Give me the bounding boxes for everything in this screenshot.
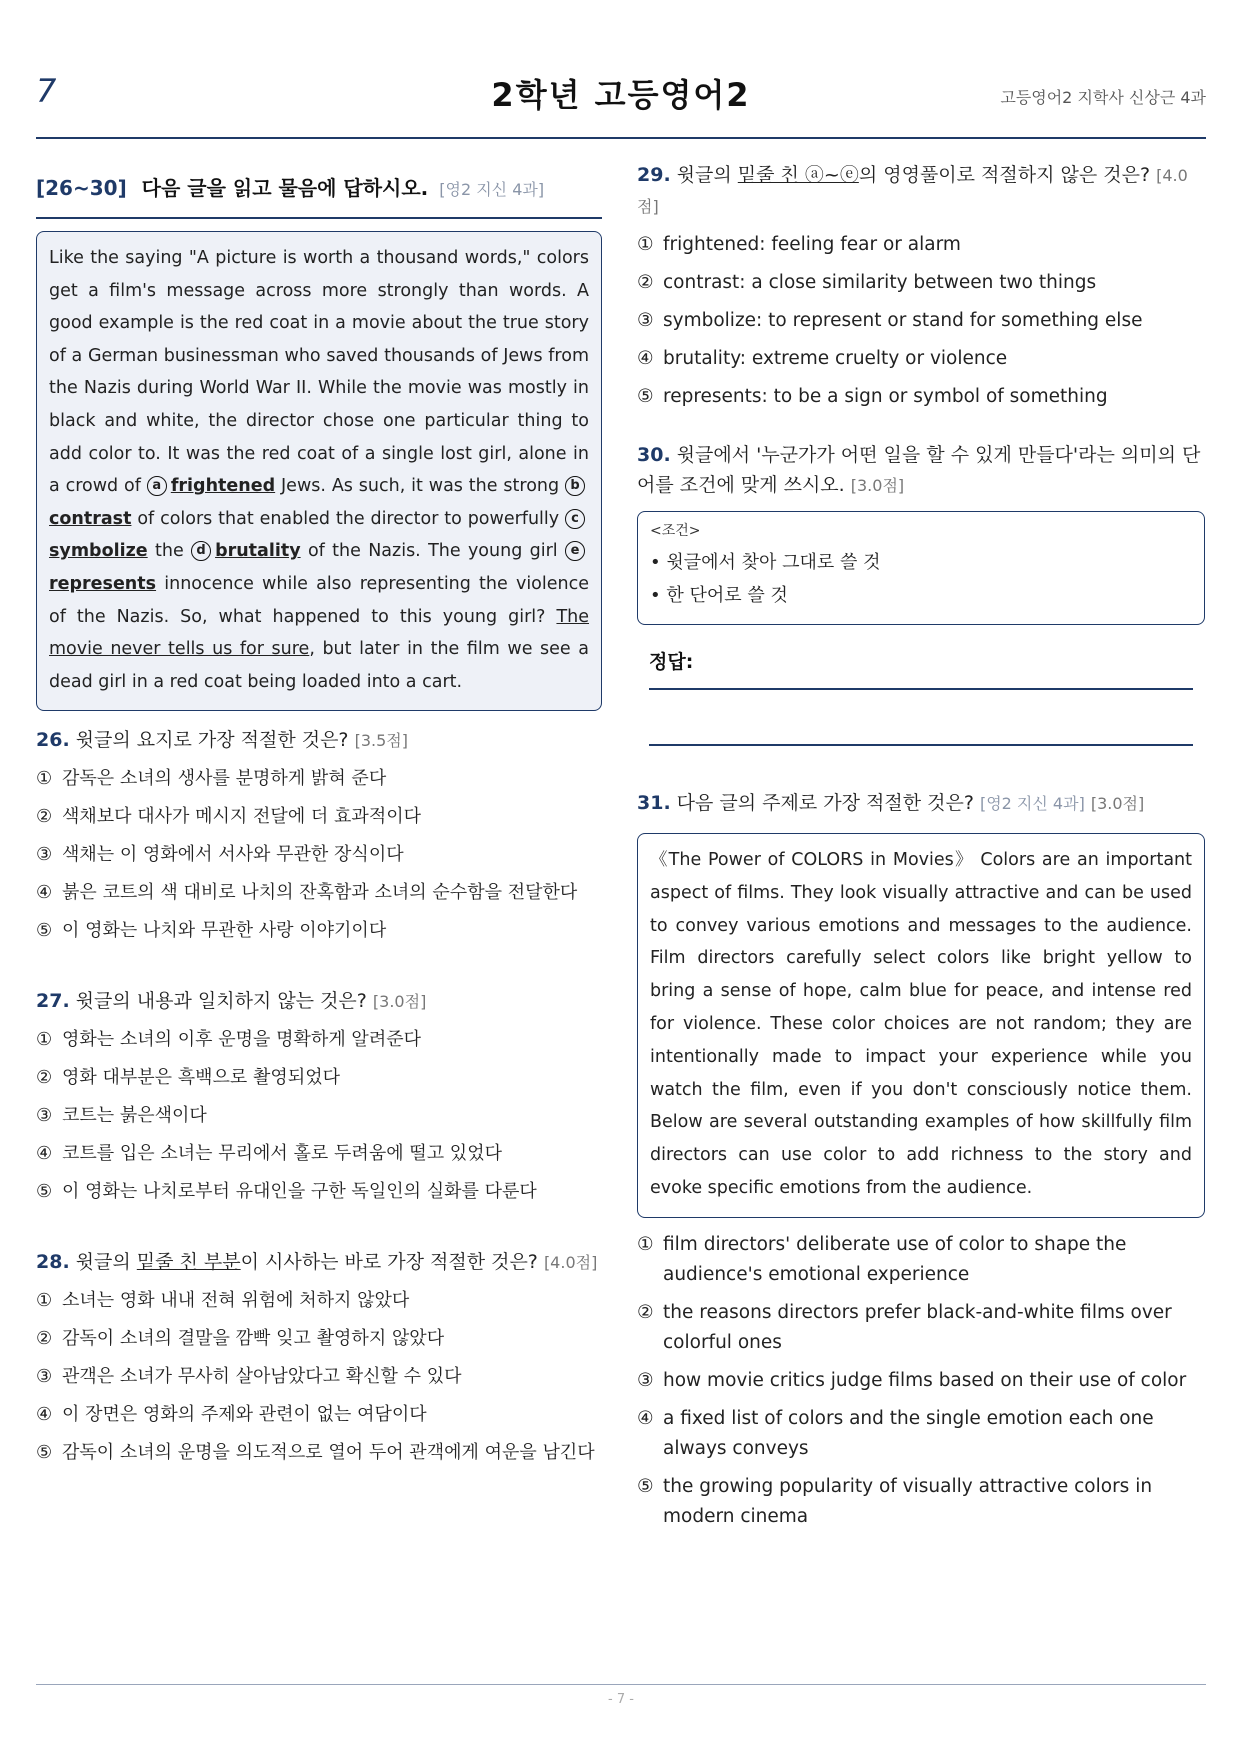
option-text: 감독은 소녀의 생사를 분명하게 밝혀 준다 xyxy=(62,768,387,790)
answer-line-1[interactable] xyxy=(649,688,1193,690)
option[interactable] xyxy=(36,1438,602,1468)
left-column xyxy=(36,160,602,1476)
option-bullet: ④ xyxy=(36,882,53,904)
q31-options xyxy=(637,1230,1205,1532)
option-bullet: ① xyxy=(637,234,654,255)
option[interactable] xyxy=(36,1324,602,1354)
passage-text-5: of the Nazis. The young girl xyxy=(300,541,565,562)
marked-word-d: brutality xyxy=(215,541,301,562)
option-text: 이 영화는 나치와 무관한 사랑 이야기이다 xyxy=(62,920,387,942)
option-text: brutality: extreme cruelty or violence xyxy=(663,348,1008,369)
question-points: [4.0점] xyxy=(543,1253,598,1273)
option[interactable] xyxy=(36,802,602,832)
option-bullet: ① xyxy=(36,1290,53,1312)
underlined-sentence: The movie never tells us for sure xyxy=(49,606,589,660)
question-text-underlined: 밑줄 친 부분 xyxy=(136,1251,241,1274)
option-text: frightened: feeling fear or alarm xyxy=(663,234,961,255)
marker-e: e xyxy=(565,541,585,561)
option[interactable] xyxy=(637,1298,1205,1358)
page-number: 7 xyxy=(36,72,57,110)
section-source: [영2 지신 4과] xyxy=(439,180,545,199)
option-bullet: ④ xyxy=(36,1404,53,1426)
condition-item: • 한 단어로 쓸 것 xyxy=(650,585,788,606)
section-heading xyxy=(36,160,602,219)
passage-text-6: innocence while also representing the violence of the Nazis. So, what happened to this young girl? xyxy=(49,573,589,627)
option[interactable] xyxy=(36,1177,602,1207)
marker-d: d xyxy=(191,541,211,561)
marker-c: c xyxy=(565,509,585,529)
option[interactable] xyxy=(637,344,1205,374)
question-text: 다음 글의 주제로 가장 적절한 것은? xyxy=(676,792,974,814)
option[interactable] xyxy=(36,1139,602,1169)
option-text: symbolize: to represent or stand for something else xyxy=(663,310,1143,331)
option-text: 감독이 소녀의 결말을 깜빡 잊고 촬영하지 않았다 xyxy=(62,1328,445,1350)
condition-title: <조건> xyxy=(650,523,701,539)
option-bullet: ③ xyxy=(36,1366,53,1388)
question-number: 31. xyxy=(637,792,671,814)
marked-word-c: symbolize xyxy=(49,541,148,562)
option[interactable] xyxy=(637,230,1205,260)
option-text: how movie critics judge films based on their use of color xyxy=(663,1369,1187,1391)
q26-options xyxy=(36,764,602,946)
passage-text-1: Like the saying "A picture is worth a thousand words," colors get a film's message across more strongly than words. A good example is the red coat in a movie about the true story of a German businessman who saved thousands of Jews from the Nazis during World War II. While the movie was mostly in black and white, the director chose one particular thing to add color to. It was the red coat of a single lost girl, alone in a crowd of xyxy=(49,248,589,497)
option[interactable] xyxy=(36,1101,602,1131)
question-source: [영2 지신 4과] xyxy=(979,794,1085,813)
option-text: 코트를 입은 소녀는 무리에서 홀로 두려움에 떨고 있었다 xyxy=(62,1143,502,1165)
question-text: 윗글의 요지로 가장 적절한 것은? xyxy=(75,729,349,752)
option-text: 소녀는 영화 내내 전혀 위험에 처하지 않았다 xyxy=(62,1290,410,1312)
option[interactable] xyxy=(36,840,602,870)
page-meta: 고등영어2 지학사 신상근 4과 xyxy=(1000,88,1206,107)
option[interactable] xyxy=(637,1404,1205,1464)
option-text: the growing popularity of visually attractive colors in modern cinema xyxy=(663,1475,1153,1527)
question-text: 윗글의 내용과 일치하지 않는 것은? xyxy=(75,990,367,1013)
question-text-underlined: 밑줄 친 ⓐ~ⓔ xyxy=(737,164,859,186)
option-text: 코트는 붉은색이다 xyxy=(62,1105,207,1127)
q27-options xyxy=(36,1025,602,1207)
option-bullet: ③ xyxy=(36,1105,53,1127)
marked-word-a: frightened xyxy=(170,476,276,497)
option-bullet: ① xyxy=(637,1233,654,1255)
question-points: [3.0점] xyxy=(1090,794,1145,813)
passage-text-7: , but later in the film we see a dead girl in a red coat being loaded into a cart. xyxy=(49,639,589,692)
option-bullet: ① xyxy=(36,1029,53,1051)
right-column xyxy=(637,160,1205,1540)
option-text: 영화는 소녀의 이후 운명을 명확하게 알려준다 xyxy=(62,1029,421,1051)
option[interactable] xyxy=(36,1286,602,1316)
option-bullet: ③ xyxy=(637,310,654,331)
option-text: the reasons directors prefer black-and-white films over colorful ones xyxy=(663,1301,1172,1353)
option-bullet: ③ xyxy=(637,1369,654,1391)
q29-options xyxy=(637,230,1205,412)
option[interactable] xyxy=(637,1366,1205,1396)
option-text: contrast: a close similarity between two things xyxy=(663,272,1097,293)
question-number: 29. xyxy=(637,164,671,186)
answer-label: 정답: xyxy=(649,651,694,673)
marker-b: b xyxy=(565,476,585,496)
passage-text-4: the xyxy=(147,541,192,562)
condition-item: • 윗글에서 찾아 그대로 쓸 것 xyxy=(650,552,881,573)
option-text: 영화 대부분은 흑백으로 촬영되었다 xyxy=(62,1067,340,1089)
marker-a: a xyxy=(147,476,167,496)
option-bullet: ③ xyxy=(36,844,53,866)
option-text: 색채보다 대사가 메시지 전달에 더 효과적이다 xyxy=(62,806,421,828)
question-number: 30. xyxy=(637,444,671,466)
condition-box xyxy=(637,511,1205,625)
question-28 xyxy=(36,1247,602,1278)
reading-passage xyxy=(36,231,602,711)
option-bullet: ② xyxy=(36,1067,53,1089)
question-points: [3.5점] xyxy=(354,731,408,751)
question-text-pre: 윗글의 xyxy=(75,1251,137,1274)
option[interactable] xyxy=(36,1400,602,1430)
option-bullet: ④ xyxy=(637,1407,654,1429)
question-number: 27. xyxy=(36,990,70,1013)
option-text: 이 영화는 나치로부터 유대인을 구한 독일인의 실화를 다룬다 xyxy=(62,1181,537,1203)
option-bullet: ⑤ xyxy=(36,920,53,942)
option-bullet: ② xyxy=(36,1328,53,1350)
question-text-post: 의 영영풀이로 적절하지 않은 것은? xyxy=(858,164,1151,186)
question-points: [3.0점] xyxy=(850,476,905,495)
option[interactable] xyxy=(36,1362,602,1392)
option-text: 붉은 코트의 색 대비로 나치의 잔혹함과 소녀의 순수함을 전달한다 xyxy=(62,882,578,904)
option-text: 이 장면은 영화의 주제와 관련이 없는 여담이다 xyxy=(62,1404,427,1426)
option[interactable] xyxy=(637,1472,1205,1532)
question-26 xyxy=(36,725,602,756)
page-footer: - 7 - xyxy=(608,1692,634,1707)
passage-text-3: of colors that enabled the director to powerfully xyxy=(131,508,565,529)
question-number: 26. xyxy=(36,729,70,752)
option-bullet: ④ xyxy=(36,1143,53,1165)
option-text: 관객은 소녀가 무사히 살아남았다고 확신할 수 있다 xyxy=(62,1366,462,1388)
footer-divider xyxy=(36,1684,1206,1685)
marked-word-b: contrast xyxy=(49,508,132,529)
option-bullet: ② xyxy=(637,1301,654,1323)
option-bullet: ② xyxy=(637,272,654,293)
question-text: 윗글에서 '누군가가 어떤 일을 할 수 있게 만들다'라는 의미의 단어를 조건에 맞게 쓰시오. xyxy=(637,444,1201,496)
question-text-post: 이 시사하는 바로 가장 적절한 것은? xyxy=(240,1251,538,1274)
q31-passage: 《The Power of COLORS in Movies》 Colors are an important aspect of films. They look visually attractive and can be used to convey various emotions and messages to the audience. Film directors carefully select colors like bright yellow to bring a sense of hope, calm blue for peace, and intense red for violence. These color choices are not random; they are intentionally made to impact your experience while you watch the film, even if you don't consciously notice them. Below are several outstanding examples of how skillfully film directors can use color to add richness to the story and evoke specific emotions from the audience. xyxy=(637,833,1205,1218)
header-divider xyxy=(36,137,1206,139)
option[interactable] xyxy=(36,1063,602,1093)
option-bullet: ② xyxy=(36,806,53,828)
question-number: 28. xyxy=(36,1251,70,1274)
question-27 xyxy=(36,986,602,1017)
page-title: 2학년 고등영어2 xyxy=(491,76,751,114)
question-points: [4.0점] xyxy=(637,166,1188,216)
option-bullet: ⑤ xyxy=(36,1181,53,1203)
option-text: 감독이 소녀의 운명을 의도적으로 열어 두어 관객에게 여운을 남긴다 xyxy=(62,1442,595,1464)
option[interactable] xyxy=(36,878,602,908)
option-bullet: ⑤ xyxy=(36,1442,53,1464)
question-29 xyxy=(637,160,1205,222)
option-text: 색채는 이 영화에서 서사와 무관한 장식이다 xyxy=(62,844,404,866)
option-bullet: ① xyxy=(36,768,53,790)
answer-line-2[interactable] xyxy=(649,744,1193,746)
option[interactable] xyxy=(637,1230,1205,1290)
option[interactable] xyxy=(36,916,602,946)
question-30 xyxy=(637,440,1205,501)
option[interactable] xyxy=(637,306,1205,336)
option-bullet: ④ xyxy=(637,348,654,369)
option-bullet: ⑤ xyxy=(637,1475,654,1497)
option-text: film directors' deliberate use of color to shape the audience's emotional experience xyxy=(663,1233,1127,1285)
q28-options xyxy=(36,1286,602,1468)
question-points: [3.0점] xyxy=(372,992,427,1012)
option-bullet: ⑤ xyxy=(637,386,654,407)
question-31 xyxy=(637,788,1205,819)
option-text: represents: to be a sign or symbol of something xyxy=(663,386,1108,407)
marked-word-e: represents xyxy=(49,573,157,594)
option-text: a fixed list of colors and the single emotion each one always conveys xyxy=(663,1407,1154,1459)
option[interactable] xyxy=(36,1025,602,1055)
question-text-pre: 윗글의 xyxy=(676,164,738,186)
option[interactable] xyxy=(36,764,602,794)
section-range: [26~30] xyxy=(36,176,127,200)
section-instruction: 다음 글을 읽고 물음에 답하시오. xyxy=(141,176,429,200)
passage-text-2: Jews. As such, it was the strong xyxy=(275,476,565,497)
option[interactable] xyxy=(637,382,1205,412)
option[interactable] xyxy=(637,268,1205,298)
